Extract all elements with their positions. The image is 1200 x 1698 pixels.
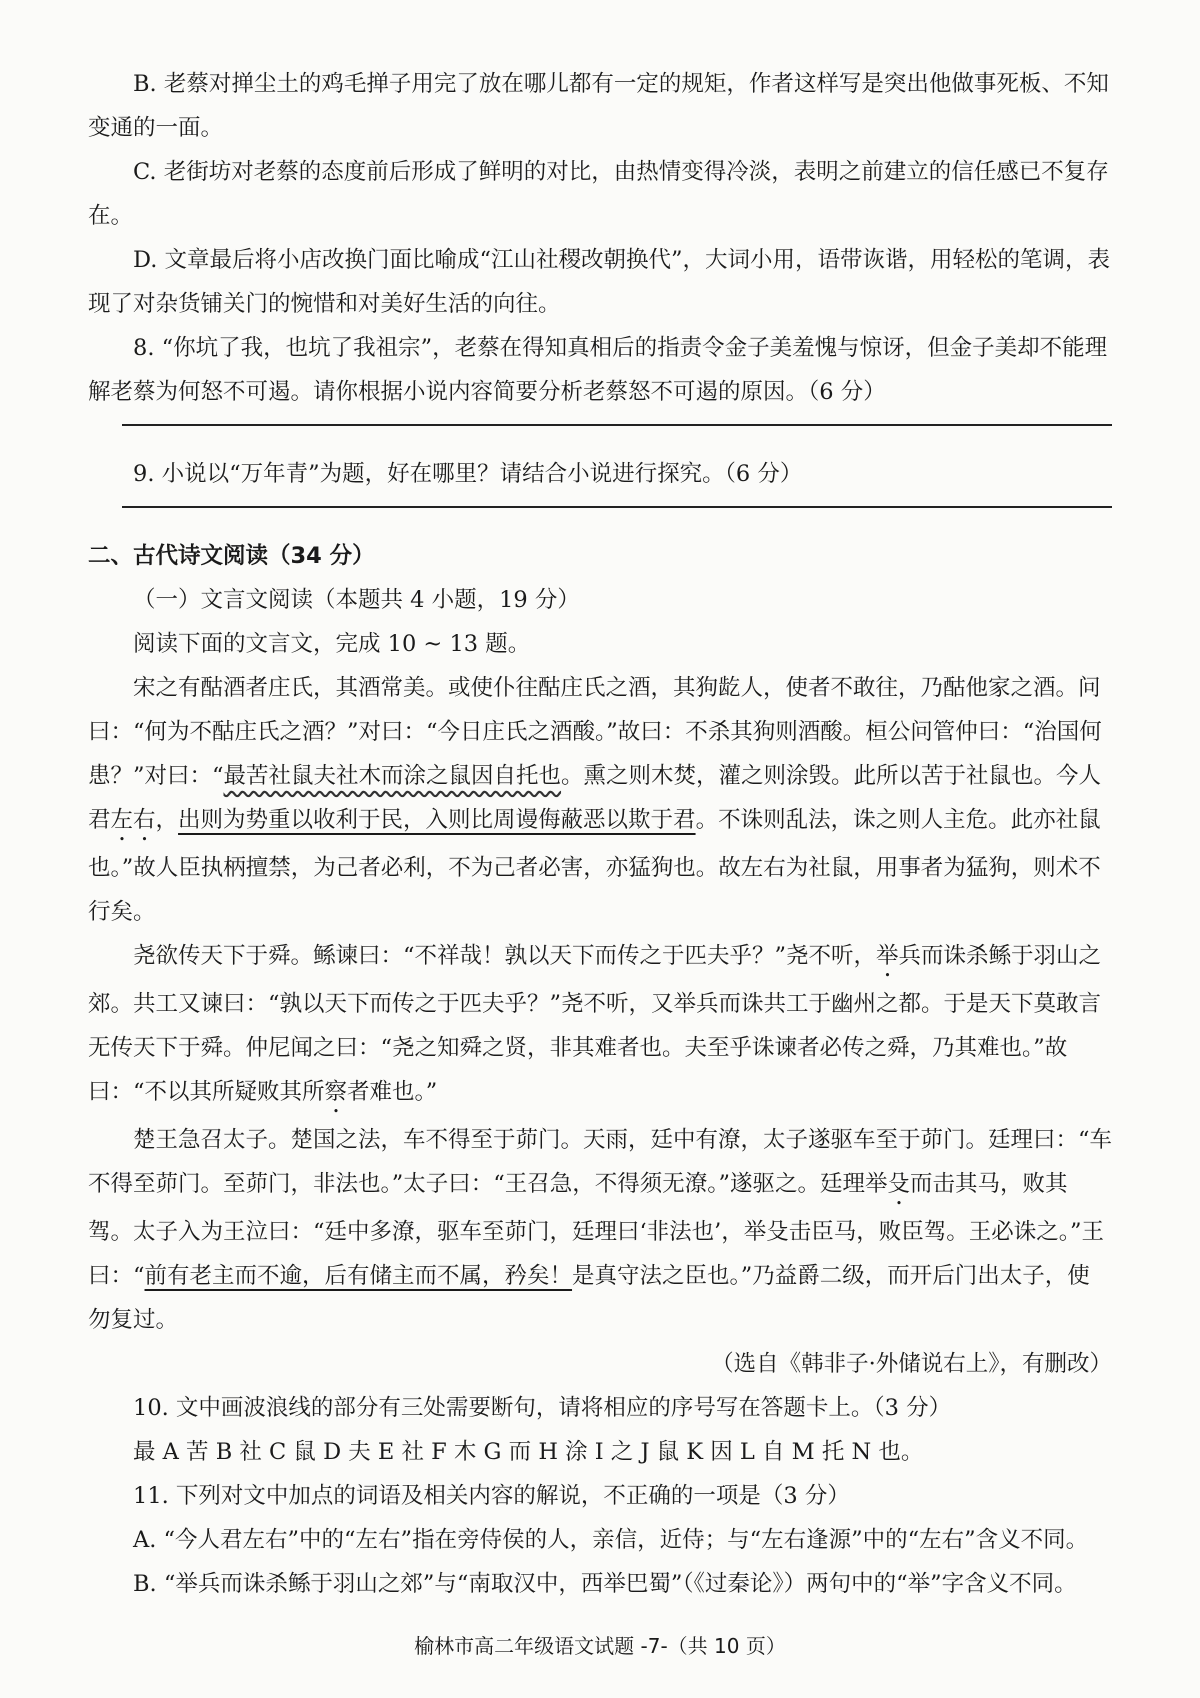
dotted-word: 殳 xyxy=(887,1171,911,1197)
question-11: 11. 下列对文中加点的词语及相关内容的解说，不正确的一项是（3 分） xyxy=(133,1483,850,1509)
page-footer: 榆林市高二年级语文试题 -7-（共 10 页） xyxy=(414,1634,786,1658)
passage-paragraph-2 xyxy=(88,934,1112,1118)
question-10-line: 最 A 苦 B 社 C 鼠 D 夫 E 社 F 木 G 而 H 涂 I 之 J 鼠 K 因 L 自 M 托 N 也。 xyxy=(133,1439,924,1465)
passage-text: 楚王急召太子。楚国之法，车不得至于茆门。天雨，廷中有潦，太子遂驱车至于茆门。廷理曰：“车不得至茆门。至茆门，非法也。”太子曰：“王召急，不得须无潦。”遂驱之。廷理举 xyxy=(88,1127,1113,1197)
passage-paragraph-3 xyxy=(88,1118,1112,1342)
subsection-title: （一）文言文阅读（本题共 4 小题，19 分） xyxy=(133,587,580,613)
question-10: 10. 文中画波浪线的部分有三处需要断句，请将相应的序号写在答题卡上。（3 分） xyxy=(133,1395,952,1421)
dotted-word: 举 xyxy=(876,943,899,969)
question-9: 9. 小说以“万年青”为题，好在哪里？请结合小说进行探究。（6 分） xyxy=(133,461,803,487)
option-d-prev: D. 文章最后将小店改换门面比喻成“江山社稷改朝换代”，大词小用，语带诙谐，用轻松的笔调，表现了对杂货铺关门的惋惜和对美好生活的向往。 xyxy=(88,247,1111,317)
exam-page xyxy=(88,62,1112,1606)
reading-instruction: 阅读下面的文言文，完成 10 ~ 13 题。 xyxy=(133,631,531,657)
dotted-word: 察 xyxy=(324,1079,348,1105)
question-11-option-b: B. “举兵而诛杀鲧于羽山之郊”与“南取汉中，西举巴蜀”（《过秦论》）两句中的“举”字含义不同。 xyxy=(133,1571,1077,1597)
question-8: 8. “你坑了我，也坑了我祖宗”，老蔡在得知真相后的指责令金子美羞愧与惊讶，但金子美却不能理解老蔡为何怒不可遏。请你根据小说内容简要分析老蔡怒不可遏的原因。（6 分） xyxy=(88,335,1108,405)
passage-source: （选自《韩非子·外储说右上》，有删改） xyxy=(711,1351,1112,1377)
dotted-word: 左右 xyxy=(110,807,156,833)
passage-text: 者难也。” xyxy=(347,1079,438,1105)
passage-text: 尧欲传天下于舜。鲧谏曰：“不祥哉！孰以天下而传之于匹夫乎？”尧不听， xyxy=(133,943,877,969)
answer-line-q8[interactable] xyxy=(122,424,1112,426)
passage-text: 兵而诛杀鲧于羽山之郊。共工又谏曰：“孰以天下而传之于匹夫乎？”尧不听，又举兵而诛共工于幽州之都。于是天下莫敢言无传天下于舜。仲尼闻之曰：“尧之知舜之贤，非其难者也。夫至乎诛谏者必传之舜，乃其难也。”故曰：“不以其所疑败其所 xyxy=(88,943,1102,1105)
underlined-sentence: 前有老主而不逾，后有储主而不属，矜矣！ xyxy=(144,1263,573,1289)
wavy-underlined-text: 最苦社鼠夫社木而涂之鼠因自托也 xyxy=(223,763,562,789)
passage-text: 而击其马，败其驾。太子入为王泣曰：“廷中多潦，驱车至茆门，廷理曰‘非法也’，举殳击臣马，败臣驾。王必诛之。”王曰：“ xyxy=(88,1171,1105,1289)
passage-paragraph-1 xyxy=(88,666,1112,934)
passage-text: 。熏之则木焚，灌之则涂毁。此所以苦于社鼠也。今人君 xyxy=(88,763,1102,833)
option-b-prev: B. 老蔡对掸尘土的鸡毛掸子用完了放在哪儿都有一定的规矩，作者这样写是突出他做事死板、不知变通的一面。 xyxy=(88,71,1109,141)
underlined-sentence: 出则为势重以收利于民，入则比周谩侮蔽恶以欺于君 xyxy=(178,807,696,833)
passage-text: 是真守法之臣也。”乃益爵二级，而开后门出太子，使勿复过。 xyxy=(88,1263,1090,1333)
section-title: 二、古代诗文阅读（34 分） xyxy=(88,543,375,569)
option-c-prev: C. 老街坊对老蔡的态度前后形成了鲜明的对比，由热情变得冷淡，表明之前建立的信任感已不复存在。 xyxy=(88,159,1109,229)
answer-line-q9[interactable] xyxy=(122,506,1112,508)
passage-text: ， xyxy=(155,807,179,833)
passage-text: 宋之有酤酒者庄氏，其酒常美。或使仆往酤庄氏之酒，其狗龁人，使者不敢往，乃酤他家之酒。问曰：“何为不酤庄氏之酒？”对曰：“今日庄氏之酒酸。”故曰：不杀其狗则酒酸。桓公问管仲曰：“治国何患？”对曰：“ xyxy=(88,675,1102,789)
question-11-option-a: A. “今人君左右”中的“左右”指在旁侍侯的人，亲信，近侍；与“左右逢源”中的“左右”含义不同。 xyxy=(133,1527,1089,1553)
passage-text: 。不诛则乱法，诛之则人主危。此亦社鼠也。”故人臣执柄擅禁，为己者必利，不为己者必害，亦猛狗也。故左右为社鼠，用事者为猛狗，则术不行矣。 xyxy=(88,807,1101,925)
